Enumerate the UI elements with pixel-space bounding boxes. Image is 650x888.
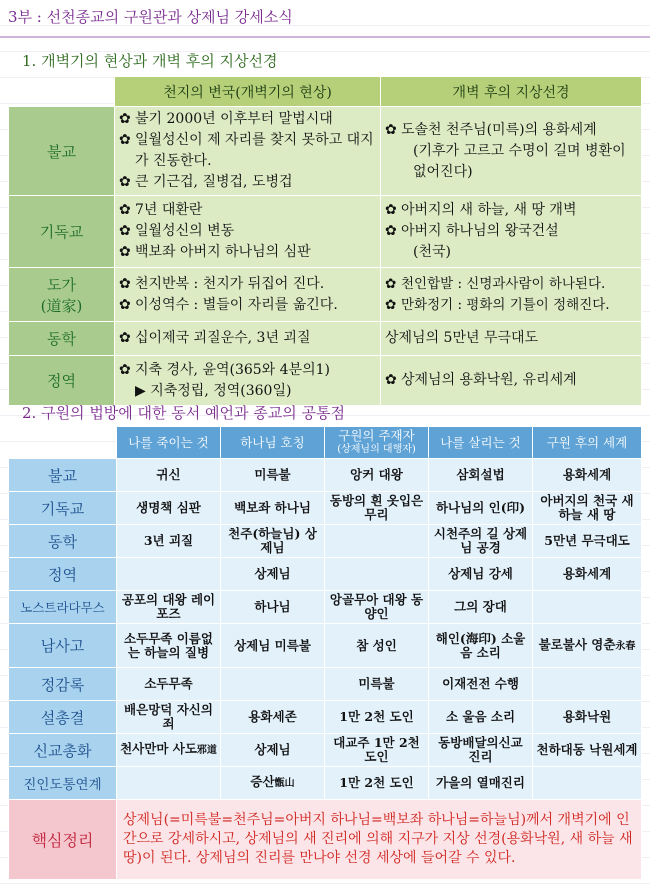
- cell-text: 백보좌 아버지 하나님의 심판: [135, 244, 311, 260]
- table2-header: 나를 죽이는 것: [117, 427, 221, 459]
- table2-cell: 상제님 미륵불: [221, 624, 325, 668]
- table2-cell: 생명책 심판: [117, 492, 221, 525]
- four-petal-flower-icon: ✿: [385, 202, 397, 218]
- table1-header-left: 천지의 변국(개벽기의 현상): [115, 77, 381, 107]
- table2-cell: 천하대동 낙원세계: [533, 734, 642, 767]
- cell-text: 십이제국 괴질운수, 3년 괴질: [135, 330, 311, 346]
- cell-text: 불기 2000년 이후부터 말법시대: [135, 111, 333, 127]
- table2-cell: [533, 624, 642, 668]
- table2-cell: 용화세계: [533, 558, 642, 591]
- cell-text: 불로불사 영춘: [538, 636, 616, 652]
- four-petal-flower-icon: ✿: [119, 132, 131, 148]
- four-petal-flower-icon: ✿: [385, 121, 397, 138]
- row-label-seolchonggyeol: 설총결: [9, 701, 117, 734]
- row-label-jinindotong: 진인도통연계: [9, 767, 117, 800]
- table2-header: 하나님 호칭: [221, 427, 325, 459]
- table2-cell: [117, 558, 221, 591]
- table2-cell: 아버지의 천국 새 하늘 새 땅: [533, 492, 642, 525]
- section2-title: 2. 구원의 법방에 대한 동서 예언과 종교의 공통점: [22, 404, 345, 422]
- row-label-singyochonghwa: 신교총화: [9, 734, 117, 767]
- table2-cell: 시천주의 길 상제님 공경: [429, 525, 533, 558]
- cell-text: 상제님의 용화낙원, 유리세계: [401, 372, 577, 388]
- row-label-jeonggamnok: 정감록: [9, 668, 117, 701]
- table2-cell: 천주(하늘님) 상제님: [221, 525, 325, 558]
- cell-text: 지축 경사, 윤역(365와 4분의1): [135, 361, 330, 378]
- title-divider: [0, 36, 650, 38]
- table1-cell: [115, 196, 381, 268]
- table2-cell: [325, 558, 429, 591]
- cell-text: 아버지의 새 하늘, 새 땅 개벽: [401, 202, 577, 218]
- row-label-buddhism: 불교: [9, 107, 115, 196]
- table1-cell: [381, 196, 642, 268]
- table1-cell: [381, 268, 642, 322]
- table1-cell: [115, 107, 381, 196]
- table2-cell: 3년 괴질: [117, 525, 221, 558]
- table2-cell: 미륵불: [325, 668, 429, 701]
- table2-cell: [533, 668, 642, 701]
- table1-cell: [381, 322, 642, 356]
- table2-cell: 동방배달의신교 진리: [429, 734, 533, 767]
- table2-cell: 대교주 1만 2천 도인: [325, 734, 429, 767]
- cell-text: 이성역수 : 별들이 자리를 옮긴다.: [135, 296, 338, 313]
- cell-text: 일월성신의 변동: [135, 223, 235, 239]
- table2-cell: 공포의 대왕 레이포즈: [117, 591, 221, 624]
- summary-text: 상제님(=미륵불=천주님=아버지 하나님=백보좌 하나님=하늘님)께서 개벽기에 인간으로 강세하시고, 상제님의 새 진리에 의해 지구가 지상 선경(용화낙원, 새 하늘 새 땅)이 된다. 상제님의 진리를 만나야 선경 세상에 들어갈 수 있다.: [117, 800, 642, 880]
- row-label-christianity: 기독교: [9, 492, 117, 525]
- row-label-taoism: [9, 268, 115, 322]
- cell-text: 천사만마 사도: [120, 741, 197, 756]
- table2-cell: 앙커 대왕: [325, 459, 429, 492]
- table2-cell: 상제님: [221, 558, 325, 591]
- row-label-namsago: 남사고: [9, 624, 117, 668]
- table2-cell: [325, 525, 429, 558]
- table2-cell: 1만 2천 도인: [325, 701, 429, 734]
- four-petal-flower-icon: ✿: [385, 223, 397, 239]
- table2-header: 구원 후의 세계: [533, 427, 642, 459]
- four-petal-flower-icon: ✿: [119, 361, 131, 378]
- table2-cell: 5만년 무극대도: [533, 525, 642, 558]
- table2-cell: [117, 734, 221, 767]
- table2-cell: 상제님: [221, 734, 325, 767]
- row-label-donghak: 동학: [9, 322, 115, 356]
- table2-cell: 그의 장대: [429, 591, 533, 624]
- table2-cell: 용화낙원: [533, 701, 642, 734]
- row-label-christianity: 기독교: [9, 196, 115, 268]
- four-petal-flower-icon: ✿: [385, 296, 397, 313]
- table2-cell: 하나님: [221, 591, 325, 624]
- four-petal-flower-icon: ✿: [119, 174, 131, 190]
- table1-corner: [9, 77, 115, 107]
- table1-cell: [115, 268, 381, 322]
- cell-text: 아버지 하나님의 왕국건설: [401, 223, 559, 239]
- four-petal-flower-icon: ✿: [119, 296, 131, 313]
- table2-cell: 동방의 흰 옷입은 무리: [325, 492, 429, 525]
- table2-cell: 귀신: [117, 459, 221, 492]
- table2-cell: 가을의 열매진리: [429, 767, 533, 800]
- four-petal-flower-icon: ✿: [119, 111, 131, 127]
- cell-text: ▶ 지축정립, 정역(360일): [135, 382, 292, 399]
- table2-cell: 백보좌 하나님: [221, 492, 325, 525]
- part-title: 3부 : 선천종교의 구원관과 상제님 강세소식: [8, 8, 293, 26]
- cell-text: 큰 기근겁, 질병겁, 도병겁: [135, 174, 293, 190]
- cell-text: 만화정기 : 평화의 기틀이 정해진다.: [401, 296, 610, 313]
- four-petal-flower-icon: ✿: [119, 202, 131, 218]
- table2-cell: 용화세계: [533, 459, 642, 492]
- table2-cell: 소 울음 소리: [429, 701, 533, 734]
- table2-cell: [221, 668, 325, 701]
- four-petal-flower-icon: ✿: [385, 372, 397, 388]
- table2-cell: 1만 2천 도인: [325, 767, 429, 800]
- table2-cell: 용화세존: [221, 701, 325, 734]
- table2-cell: [221, 767, 325, 800]
- row-label-jeongyeok: 정역: [9, 558, 117, 591]
- table1-header-right: 개벽 후의 지상선경: [381, 77, 642, 107]
- cell-text: (기후가 고르고 수명이 길며 병환이 없어진다): [413, 142, 626, 180]
- table1-cell: [381, 356, 642, 406]
- table2-cell: 소두무족: [117, 668, 221, 701]
- hanja-annotation: 邪道: [196, 745, 217, 756]
- table-kaebyeok: [8, 76, 642, 406]
- table2-cell: 소두무족 이름없는 하늘의 질병: [117, 624, 221, 668]
- cell-text: 일월성신이 제 자리를 찾지 못하고 대지가 진동한다.: [135, 132, 374, 169]
- summary-label: 핵심정리: [9, 800, 117, 880]
- table2-cell: 해인(海印) 소울음 소리: [429, 624, 533, 668]
- row-label-donghak: 동학: [9, 525, 117, 558]
- cell-text: 7년 대환란: [135, 202, 203, 218]
- table2-cell: 하나님의 인(印): [429, 492, 533, 525]
- section1-title: 1. 개벽기의 현상과 개벽 후의 지상선경: [22, 52, 278, 70]
- hanja-annotation: 永春: [615, 640, 636, 652]
- table2-cell: [117, 767, 221, 800]
- table2-cell: 미륵불: [221, 459, 325, 492]
- hanja-annotation: 甑山: [274, 778, 295, 789]
- table2-cell: 이재전전 수행: [429, 668, 533, 701]
- table2-corner: [9, 427, 117, 459]
- label-line: 도가: [47, 275, 76, 294]
- table1-cell: [115, 356, 381, 406]
- four-petal-flower-icon: ✿: [119, 275, 131, 292]
- table2-cell: 배은망덕 자신의 죄: [117, 701, 221, 734]
- header-line: 구원의 주재자: [338, 427, 415, 443]
- table2-header: [325, 427, 429, 459]
- four-petal-flower-icon: ✿: [119, 244, 131, 260]
- table2-cell: [533, 767, 642, 800]
- table2-cell: [533, 591, 642, 624]
- cell-text: 천인합발 : 신명과사람이 하나된다.: [401, 275, 606, 292]
- four-petal-flower-icon: ✿: [119, 223, 131, 239]
- label-line: (道家): [40, 296, 83, 315]
- row-label-buddhism: 불교: [9, 459, 117, 492]
- cell-text: 증산: [250, 774, 275, 789]
- table2-cell: 삼회설법: [429, 459, 533, 492]
- table2-header: 나를 살리는 것: [429, 427, 533, 459]
- header-line: (상제님의 대행자): [337, 443, 416, 455]
- cell-text: 도솔천 천주님(미륵)의 용화세계: [401, 121, 597, 138]
- four-petal-flower-icon: ✿: [385, 275, 397, 292]
- table1-cell: [115, 322, 381, 356]
- cell-text: 상제님의 5만년 무극대도: [385, 330, 539, 346]
- row-label-nostradamus: 노스트라다무스: [9, 591, 117, 624]
- table1-cell: [381, 107, 642, 196]
- table2-cell: 참 성인: [325, 624, 429, 668]
- four-petal-flower-icon: ✿: [119, 330, 131, 346]
- table-salvation: [8, 426, 642, 880]
- cell-text: (천국): [413, 244, 451, 260]
- table2-cell: 상제님 강세: [429, 558, 533, 591]
- cell-text: 천지반복 : 천지가 뒤집어 진다.: [135, 275, 325, 292]
- row-label-jeongyeok: 정역: [9, 356, 115, 406]
- table2-cell: 앙골무아 대왕 동양인: [325, 591, 429, 624]
